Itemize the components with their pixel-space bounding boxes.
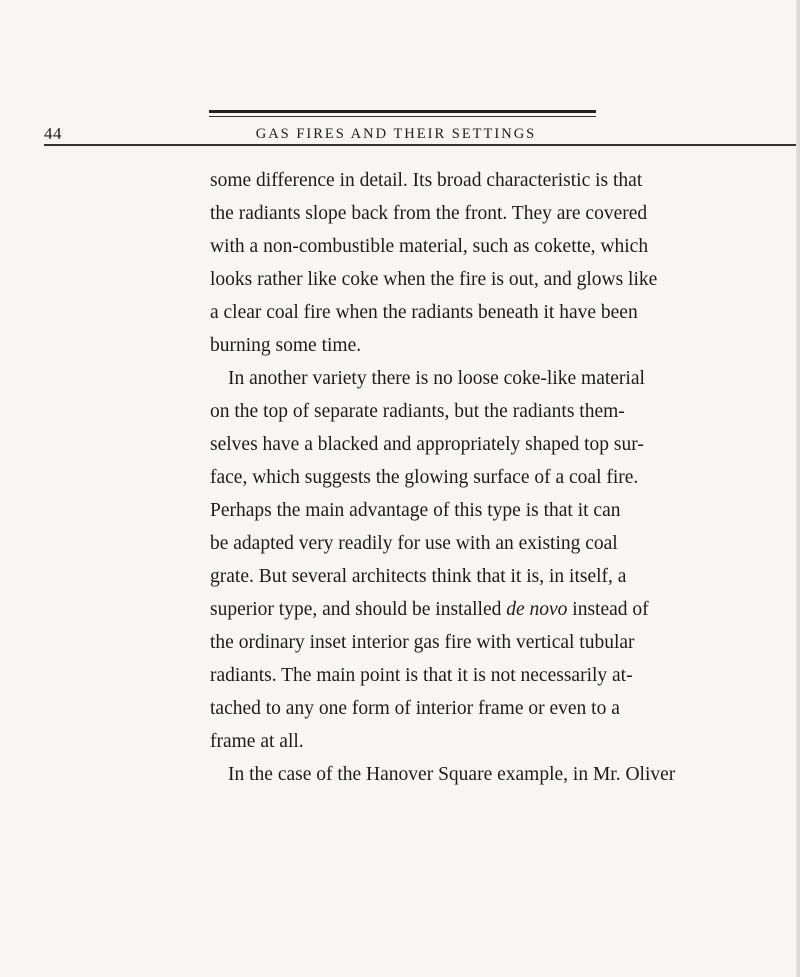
text-line: tached to any one form of interior frame or even to a (210, 698, 620, 719)
text-line: face, which suggests the glowing surface of a coal fire. (210, 467, 639, 488)
running-head: GAS FIRES AND THEIR SETTINGS (255, 126, 537, 142)
header-rule-thick (209, 110, 596, 113)
text-line: the ordinary inset interior gas fire with vertical tubular (210, 632, 635, 653)
text-line: looks rather like coke when the fire is out, and glows like (210, 269, 658, 290)
text-line: In the case of the Hanover Square example, in Mr. Oliver (228, 764, 676, 785)
text-line: burning some time. (210, 335, 362, 356)
text-line: grate. But several architects think that it is, in itself, a (210, 566, 627, 587)
italic-phrase: de novo (506, 599, 568, 620)
text-line: frame at all. (210, 731, 304, 752)
page-number: 44 (44, 124, 62, 143)
text-line: be adapted very readily for use with an existing coal (210, 533, 618, 554)
text-line: a clear coal fire when the radiants beneath it have been (210, 302, 638, 323)
text-line: some difference in detail. Its broad characteristic is that (210, 170, 643, 191)
text-line: selves have a blacked and appropriately shaped top sur- (210, 434, 644, 455)
page-edge (796, 0, 800, 977)
text-span: superior type, and should be installed (210, 599, 507, 620)
text-line: with a non-combustible material, such as cokette, which (210, 236, 649, 257)
text-line: In another variety there is no loose coke-like material (228, 368, 645, 389)
text-line-with-italic (210, 593, 649, 626)
header-rule-thin (209, 116, 596, 117)
text-line: the radiants slope back from the front. They are covered (210, 203, 648, 224)
text-line: radiants. The main point is that it is not necessarily at- (210, 665, 633, 686)
text-span: instead of (567, 599, 649, 620)
body-text (210, 164, 676, 791)
header-underline (44, 144, 797, 146)
text-line: Perhaps the main advantage of this type is that it can (210, 500, 621, 521)
text-line: on the top of separate radiants, but the radiants them- (210, 401, 625, 422)
